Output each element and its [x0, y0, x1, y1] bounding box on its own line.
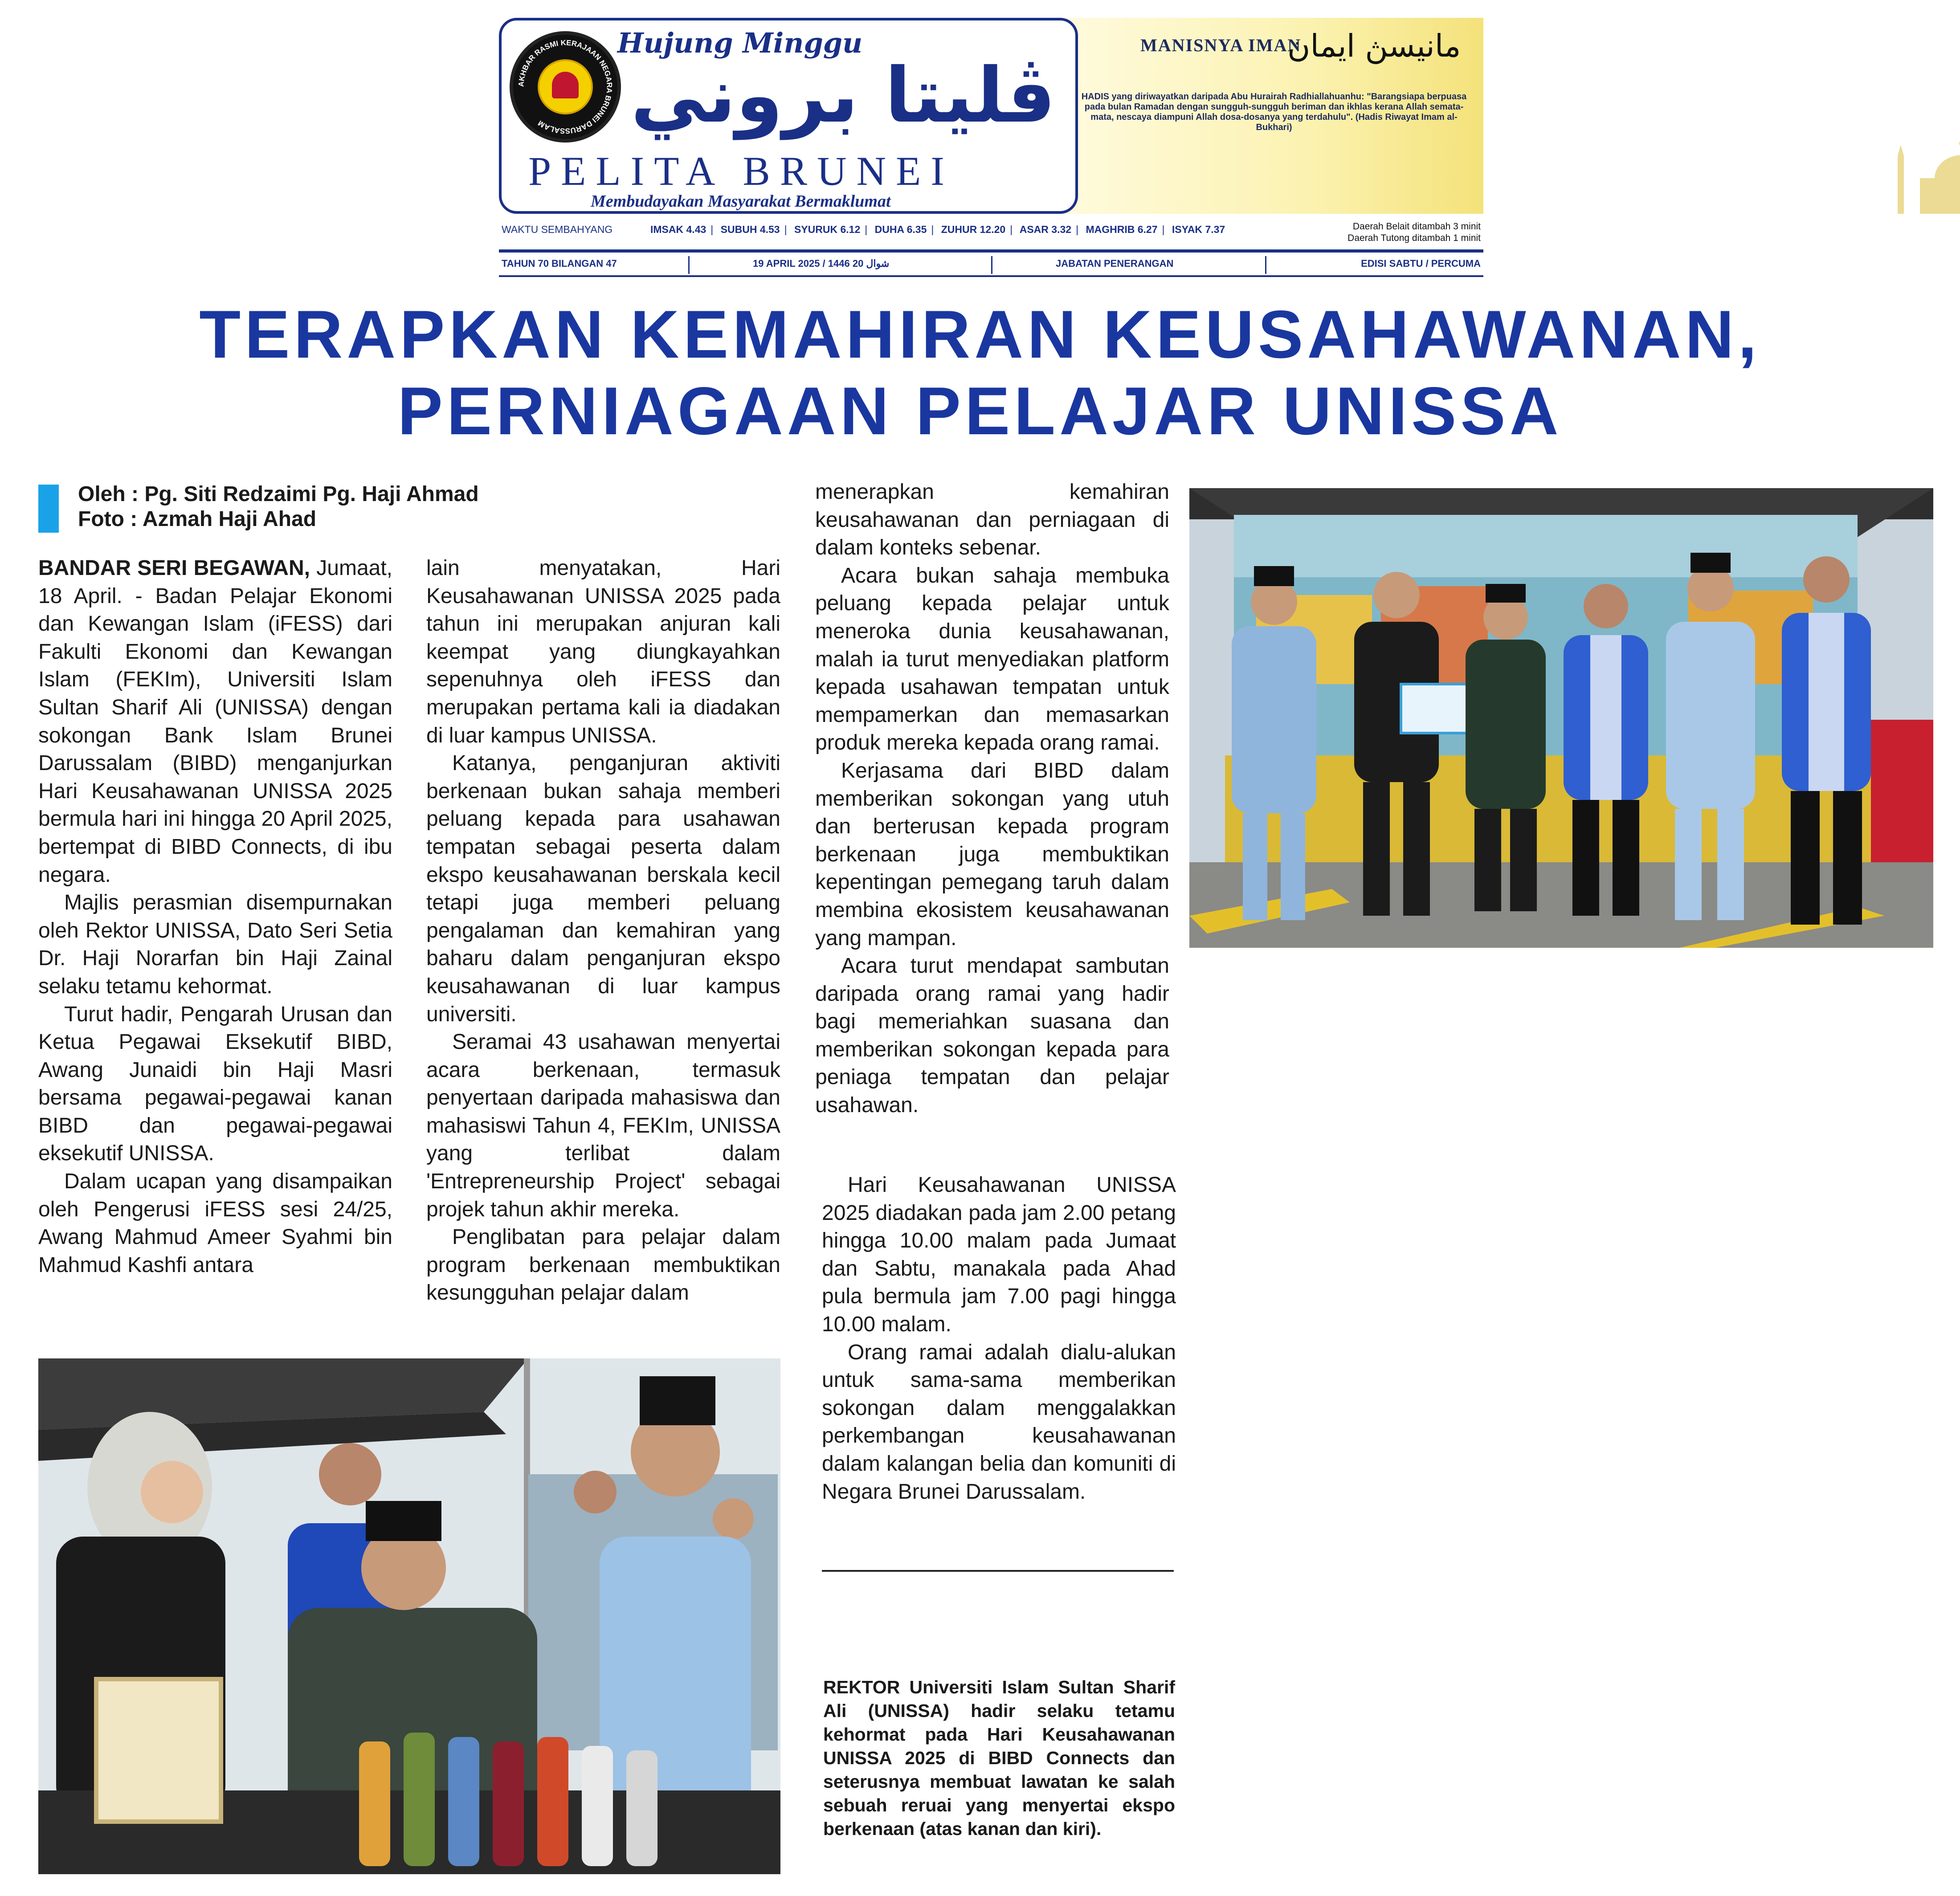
byline-photographer: Foto : Azmah Haji Ahad [78, 507, 317, 531]
prayer-name: SYURUK [794, 224, 838, 235]
prayer-name: ASAR [1019, 224, 1049, 235]
article-paragraph: menerapkan kemahiran keusahawanan dan perniagaan di dalam konteks sebenar. [815, 480, 1169, 560]
issue-info-bar [499, 249, 1483, 277]
mosque-silhouette-icon [1889, 125, 1960, 214]
article-paragraph [38, 555, 392, 889]
prayer-name: ZUHUR [941, 224, 977, 235]
headline-line-1: TERAPKAN KEMAHIRAN KEUSAHAWANAN, [199, 297, 1761, 372]
masthead [499, 18, 1483, 281]
byline-author: Oleh : Pg. Siti Redzaimi Pg. Haji Ahmad [78, 482, 479, 506]
headline-line-2: PERNIAGAAN PELAJAR UNISSA [397, 373, 1563, 449]
prayer-times-label: WAKTU SEMBAHYANG [502, 224, 613, 235]
article-paragraph: Orang ramai adalah dialu-alukan untuk sama-sama memberikan sokongan dalam menggalakkan perkembangan keusahawanan dalam kalangan belia dan komuniti di Negara Brunei Darussalam. [822, 1340, 1176, 1504]
hadis-quote: HADIS yang diriwayatkan daripada Abu Hurairah Radhiallahuanhu: "Barangsiapa berpuasa pada bulan Ramadan dengan sungguh-sungguh beriman dan ikhlas kerana Allah semata-mata, nescaya diampuni Allah dosa-dosanya yang terdahulu". (Hadis Riwayat Imam al-Bukhari) [1081, 92, 1467, 132]
article-column-3-continued [822, 1171, 1176, 1506]
prayer-time: 7.37 [1205, 224, 1225, 235]
caption-divider [822, 1570, 1174, 1572]
masthead-title: PELITA BRUNEI [528, 148, 954, 194]
paragraph-text: Jumaat, 18 April. - Badan Pelajar Ekonomi dan Kewangan Islam (iFESS) dari Fakulti Ekonomi dan Kewangan Islam (FEKIm), Universiti Islam Sultan Sharif Ali (UNISSA) dengan sokongan Bank Islam Brunei Darussalam (BIBD) menganjurkan Hari Keusahawanan UNISSA 2025 bermula hari ini hingga 20 April 2025, bertempat di BIBD Connects, di ibu negara. [38, 556, 393, 887]
prayer-name: IMSAK [650, 224, 684, 235]
prayer-time: 6.35 [906, 224, 927, 235]
prayer-name: ISYAK [1172, 224, 1203, 235]
prayer-time: 4.43 [686, 224, 706, 235]
article-paragraph: Seramai 43 usahawan menyertai acara berkenaan, termasuk penyertaan daripada mahasiswa dan mahasiswi Tahun 4, FEKIm, UNISSA yang terlibat dalam 'Entrepreneurship Project' sebagai projek tahun akhir mereka. [426, 1030, 780, 1221]
column-title-jawi: مانيسڽ ايمان [1287, 28, 1461, 64]
edition-info: EDISI SABTU / PERCUMA [1361, 258, 1481, 269]
prayer-note-tutong: Daerah Tutong ditambah 1 minit [1348, 233, 1481, 243]
article-paragraph: Dalam ucapan yang disampaikan oleh Pengerusi iFESS sesi 24/25, Awang Mahmud Ameer Syahmi bin Mahmud Kashfi antara [38, 1170, 392, 1277]
byline [78, 482, 479, 532]
article-paragraph: Majlis perasmian disempurnakan oleh Rektor UNISSA, Dato Seri Setia Dr. Haji Norarfan bin Haji Zainal selaku tetamu kehormat. [38, 891, 392, 998]
edition-label: Hujung Minggu [617, 27, 863, 59]
prayer-time: 6.27 [1137, 224, 1158, 235]
prayer-times-note [1348, 221, 1481, 244]
article-paragraph: Acara turut mendapat sambutan daripada orang ramai yang hadir bagi memeriahkan suasana dan memberikan sokongan kepada para peniaga tempatan dan pelajar usahawan. [815, 954, 1169, 1117]
prayer-times-list: IMSAK 4.43 | SUBUH 4.53 | SYURUK 6.12 | DUHA 6.35 | ZUHUR 12.20 | ASAR 3.32 | MAGHRIB 6.27 | ISYAK 7.37 [650, 224, 1225, 235]
emblem-ring-text: AKHBAR RASMI KERAJAAN NEGARA BRUNEI DARUSSALAM [517, 38, 614, 135]
prayer-time: 4.53 [760, 224, 780, 235]
government-emblem-icon [510, 31, 621, 143]
photo-caption: REKTOR Universiti Islam Sultan Sharif Ali (UNISSA) hadir selaku tetamu kehormat pada Hari Keusahawanan UNISSA 2025 di BIBD Connects dan seterusnya membuat lawatan ke salah sebuah reruai yang menyertai ekspo berkenaan (atas kanan dan kiri). [823, 1677, 1175, 1839]
masthead-title-jawi: ڤليتا بروني [631, 52, 1056, 140]
issue-date: 19 APRIL 2025 / 1446 شوال 20 [753, 258, 890, 269]
article-paragraph: Katanya, penganjuran aktiviti berkenaan bukan sahaja memberi peluang kepada para usahawan tempatan sebagai peserta dalam ekspo keusahawanan berskala kecil tetapi juga memberi peluang pengalaman dan kemahiran yang baharu dalam penganjuran ekspo keusahawanan di luar kampus universiti. [426, 751, 780, 1026]
masthead-slogan: Membudayakan Masyarakat Bermaklumat [591, 192, 891, 211]
byline-accent-bar [38, 485, 59, 533]
stall-visit-photo [38, 1358, 780, 1874]
prayer-name: MAGHRIB [1086, 224, 1135, 235]
publisher: JABATAN PENERANGAN [1056, 258, 1174, 269]
issue-volume: TAHUN 70 BILANGAN 47 [502, 258, 617, 269]
crest-icon [538, 59, 593, 114]
prayer-time: 3.32 [1051, 224, 1072, 235]
group-photo [1189, 488, 1933, 948]
headline [0, 296, 1960, 449]
column-title: MANISNYA IMAN [1140, 35, 1302, 55]
prayer-times-row [499, 221, 1483, 248]
article-paragraph: Penglibatan para pelajar dalam program berkenaan membuktikan kesungguhan pelajar dalam [426, 1225, 780, 1305]
prayer-note-belait: Daerah Belait ditambah 3 minit [1352, 221, 1481, 232]
article-column-2 [426, 555, 780, 1307]
article-column-1 [38, 555, 392, 1279]
article-paragraph: Hari Keusahawanan UNISSA 2025 diadakan pada jam 2.00 petang hingga 10.00 malam pada Jumaat dan Sabtu, manakala pada Ahad pula bermula jam 7.00 pagi hingga 10.00 malam. [822, 1173, 1176, 1336]
prayer-name: DUHA [874, 224, 904, 235]
article-paragraph: lain menyatakan, Hari Keusahawanan UNISSA 2025 pada tahun ini merupakan anjuran kali keempat yang diungkayahkan sepenuhnya oleh iFESS dan merupakan pertama kali ia diadakan di luar kampus UNISSA. [426, 556, 780, 747]
article-paragraph: Acara bukan sahaja membuka peluang kepada pelajar untuk meneroka dunia keusahawanan, malah ia turut menyediakan platform kepada usahawan tempatan untuk mempamerkan dan memasarkan produk mereka kepada orang ramai. [815, 563, 1169, 755]
prayer-time: 6.12 [840, 224, 861, 235]
dateline: BANDAR SERI BEGAWAN, [38, 556, 310, 580]
prayer-name: SUBUH [720, 224, 757, 235]
article-column-3 [815, 478, 1169, 1120]
article-paragraph: Turut hadir, Pengarah Urusan dan Ketua Pegawai Eksekutif BIBD, Awang Junaidi bin Haji Masri bersama pegawai-pegawai kanan BIBD dan pegawai-pegawai eksekutif UNISSA. [38, 1002, 392, 1166]
prayer-time: 12.20 [980, 224, 1006, 235]
article-paragraph: Kerjasama dari BIBD dalam memberikan sokongan yang utuh dan berterusan kepada program berkenaan juga membuktikan kepentingan pemegang taruh dalam membina ekosistem keusahawanan yang mampan. [815, 758, 1169, 950]
masthead-title-box [499, 18, 1078, 214]
